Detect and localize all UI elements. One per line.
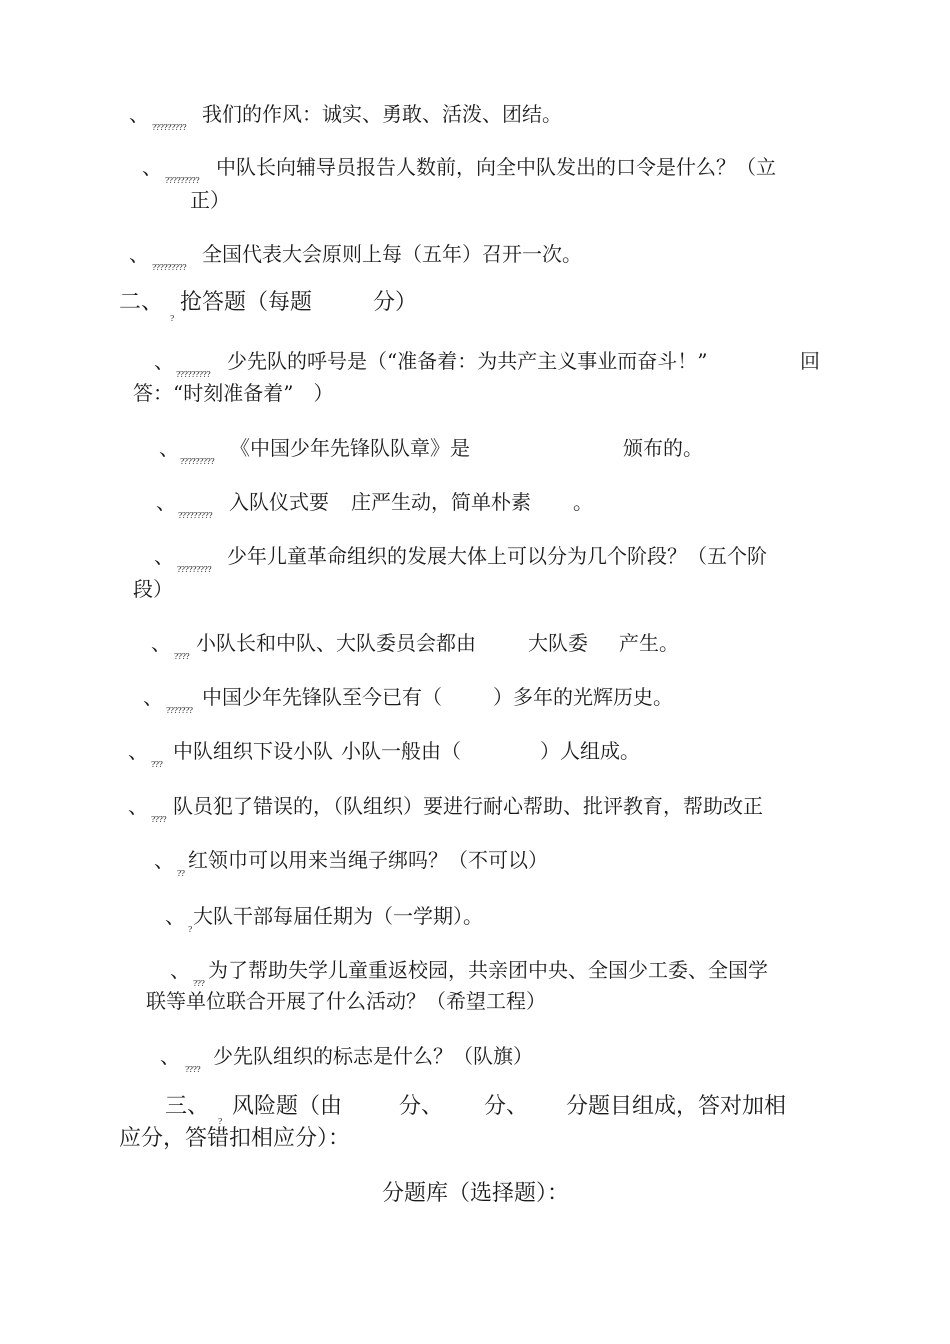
item-marker: ???? bbox=[185, 1065, 201, 1074]
question-text-answer: 庄严生动，简单朴素 bbox=[351, 490, 531, 514]
item-marker: ????????? bbox=[178, 511, 213, 520]
question-text: 少先队组织的标志是什么？（队旗） bbox=[213, 1044, 533, 1068]
item-marker: ??? bbox=[151, 760, 163, 769]
item-separator: 、 bbox=[142, 155, 162, 179]
item-marker: ???? bbox=[174, 652, 190, 661]
question-text: 全国代表大会原则上每（五年）召开一次。 bbox=[202, 242, 582, 266]
question-text: 队员犯了错误的，（队组织）要进行耐心帮助、批评教育，帮助改正 bbox=[173, 794, 763, 818]
item-marker: ??????? bbox=[166, 706, 193, 715]
question-text-continuation: 联等单位联合开展了什么活动？（希望工程） bbox=[146, 989, 546, 1013]
question-text-continuation: 答：“时刻准备着” ） bbox=[133, 381, 334, 405]
question-text: 中队组织下设小队 bbox=[173, 739, 333, 763]
item-marker: ? bbox=[218, 1117, 222, 1126]
item-separator: 、 bbox=[154, 848, 174, 872]
question-text: 为了帮助失学儿童重返校园，共亲团中央、全国少工委、全国学 bbox=[208, 958, 768, 982]
question-text-tail: 。 bbox=[573, 490, 593, 514]
question-text-continuation: 段） bbox=[133, 577, 173, 601]
item-separator: 、 bbox=[170, 958, 190, 982]
item-marker: ? bbox=[170, 314, 174, 323]
item-marker: ????????? bbox=[176, 370, 211, 379]
question-text-answer: 大队委 bbox=[528, 631, 588, 655]
section-title-unit: 分） bbox=[373, 290, 418, 315]
section-title: 抢答题（每题 bbox=[180, 290, 313, 315]
item-marker: ?? bbox=[177, 869, 185, 878]
question-text: 中队长向辅导员报告人数前，向全中队发出的口令是什么？（立 bbox=[216, 155, 776, 179]
item-marker: ????????? bbox=[152, 123, 187, 132]
question-text: 少先队的呼号是（“准备着：为共产主义事业而奋斗！” bbox=[227, 349, 708, 373]
item-separator: 、 bbox=[129, 242, 149, 266]
section-number: 二、 bbox=[119, 290, 164, 315]
question-text: 《中国少年先锋队队章》是 bbox=[230, 436, 470, 460]
section-title-continuation: 应分，答错扣相应分）： bbox=[119, 1126, 351, 1151]
item-separator: 、 bbox=[160, 1044, 180, 1068]
item-separator: 、 bbox=[128, 739, 148, 763]
item-separator: 、 bbox=[143, 685, 163, 709]
item-separator: 、 bbox=[129, 102, 149, 126]
section-title-part: 分题目组成，答对加相 bbox=[566, 1094, 787, 1119]
item-separator: 、 bbox=[151, 631, 171, 655]
question-text: 少年儿童革命组织的发展大体上可以分为几个阶段？（五个阶 bbox=[227, 544, 767, 568]
question-text: 我们的作风：诚实、勇敢、活泼、团结。 bbox=[202, 102, 562, 126]
question-text-tail: 回 bbox=[800, 349, 820, 373]
item-marker: ??? bbox=[193, 979, 205, 988]
item-separator: 、 bbox=[154, 544, 174, 568]
section-number: 三、 bbox=[165, 1094, 210, 1119]
section-title-part: 分、 bbox=[399, 1094, 444, 1119]
item-separator: 、 bbox=[159, 436, 179, 460]
question-text-tail: ）人组成。 bbox=[540, 739, 640, 763]
question-text-mid: 小队一般由（ bbox=[341, 739, 461, 763]
question-text: 小队长和中队、大队委员会都由 bbox=[196, 631, 476, 655]
subheading-question-bank: 分题库（选择题）： bbox=[382, 1181, 570, 1206]
item-marker: ???? bbox=[151, 815, 167, 824]
item-marker: ? bbox=[188, 925, 192, 934]
section-title: 风险题（由 bbox=[232, 1094, 343, 1119]
item-separator: 、 bbox=[128, 794, 148, 818]
section-title-part: 分、 bbox=[484, 1094, 529, 1119]
item-separator: 、 bbox=[156, 490, 176, 514]
question-text-tail: 颁布的。 bbox=[623, 436, 703, 460]
question-text-continuation: 正） bbox=[190, 188, 230, 212]
item-marker: ????????? bbox=[177, 565, 212, 574]
item-marker: ????????? bbox=[165, 176, 200, 185]
item-separator: 、 bbox=[154, 349, 174, 373]
question-text: 入队仪式要 bbox=[229, 490, 329, 514]
question-text: 红领巾可以用来当绳子绑吗？（不可以） bbox=[188, 848, 548, 872]
item-separator: 、 bbox=[165, 904, 185, 928]
item-marker: ????????? bbox=[180, 457, 215, 466]
question-text: 中国少年先锋队至今已有（ bbox=[202, 685, 442, 709]
question-text-tail: ）多年的光辉历史。 bbox=[493, 685, 673, 709]
question-text: 大队干部每届任期为（一学期）。 bbox=[193, 904, 483, 928]
item-marker: ????????? bbox=[152, 263, 187, 272]
question-text-tail: 产生。 bbox=[619, 631, 679, 655]
